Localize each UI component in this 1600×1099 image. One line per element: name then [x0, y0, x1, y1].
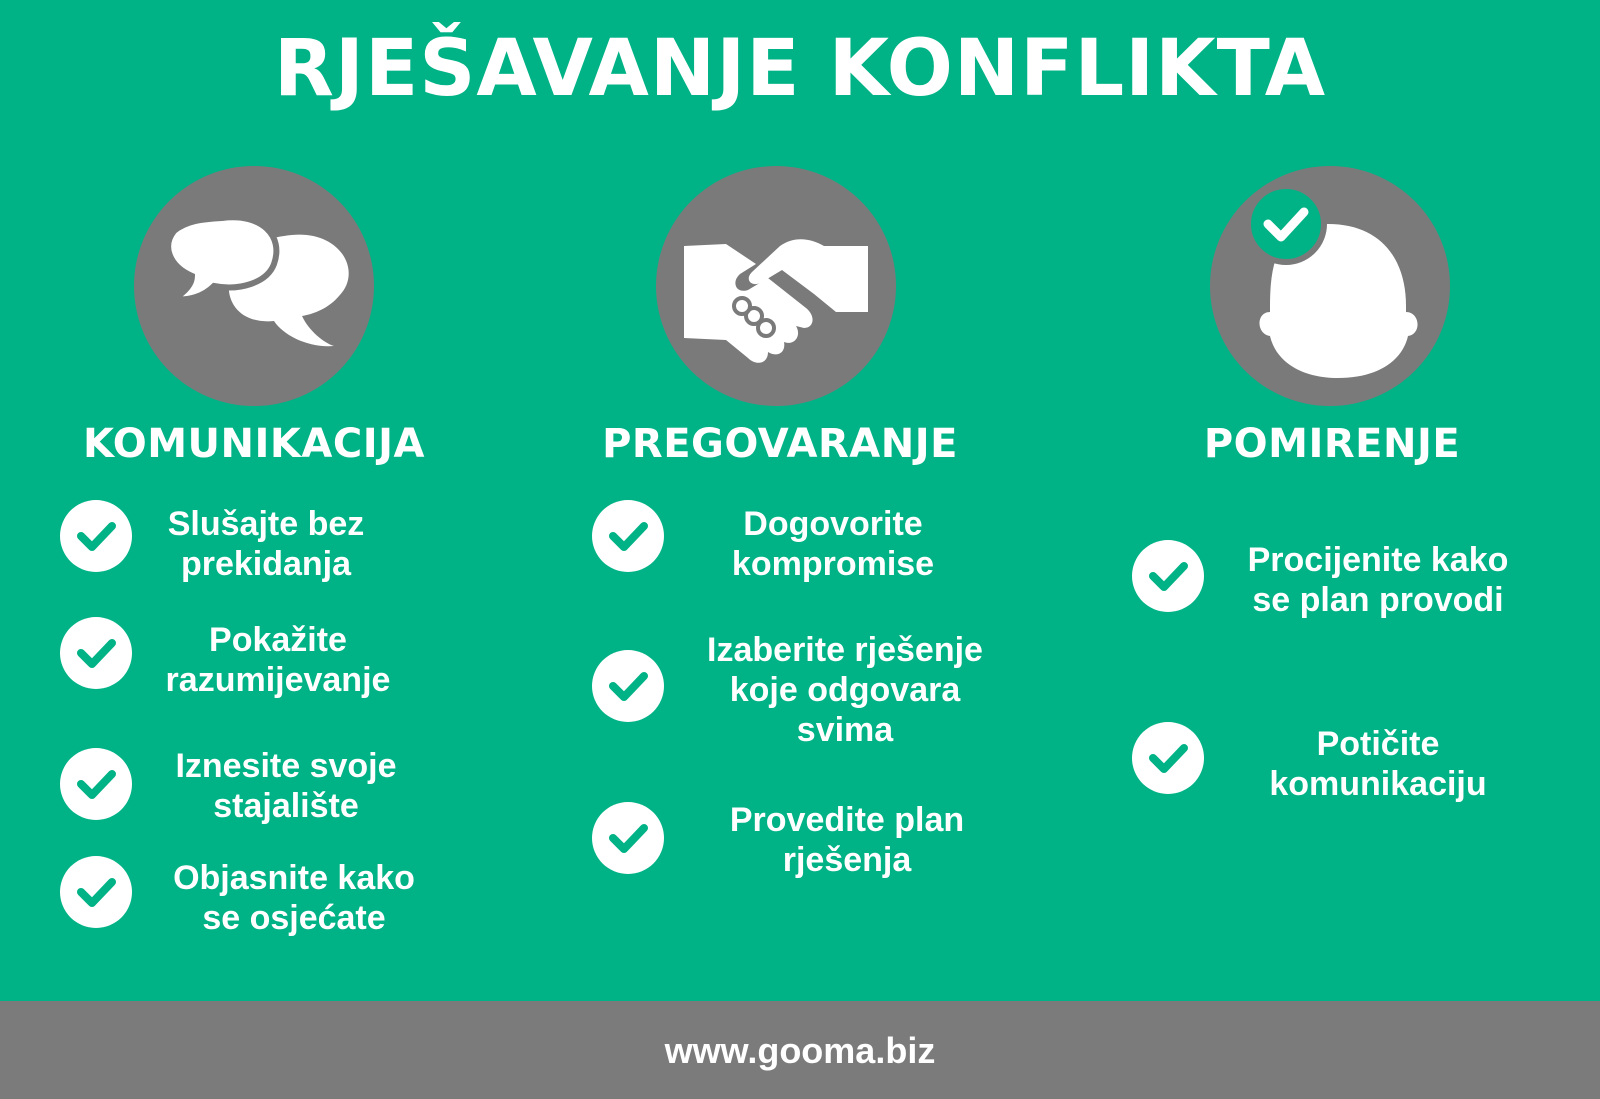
item-izaberite: Izaberite rješenje koje odgovara svima	[707, 631, 983, 749]
heading-pomirenje: POMIRENJE	[1203, 421, 1461, 467]
item-procijenite: Procijenite kako se plan provodi	[1247, 541, 1509, 619]
page-title: RJEŠAVANJE KONFLIKTA	[273, 24, 1327, 114]
footer-url[interactable]: www.gooma.biz	[664, 1030, 936, 1071]
item-objasnite: Objasnite kako se osjećate	[173, 859, 415, 937]
handshake-icon	[656, 166, 896, 406]
check-icon	[1132, 540, 1204, 612]
item-poticite: Potičite komunikaciju	[1269, 725, 1487, 803]
communication-icon-circle	[134, 166, 374, 406]
item-dogovorite: Dogovorite kompromise	[731, 505, 935, 583]
head-check-icon	[1210, 166, 1450, 406]
footer-bar	[0, 1001, 1600, 1099]
heading-komunikacija: KOMUNIKACIJA	[83, 421, 425, 467]
item-pokazite: Pokažite razumijevanje	[165, 621, 391, 699]
negotiation-icon-circle	[656, 166, 896, 406]
item-iznesite: Iznesite svoje stajalište	[175, 747, 397, 825]
check-icon	[592, 650, 664, 722]
item-provedite: Provedite plan rješenja	[729, 801, 965, 879]
item-slusajte: Slušajte bez prekidanja	[167, 505, 365, 583]
check-icon	[1132, 722, 1204, 794]
reconciliation-icon-circle	[1210, 166, 1450, 406]
check-icon	[592, 802, 664, 874]
speech-bubbles-icon	[134, 166, 374, 406]
heading-pregovaranje: PREGOVARANJE	[602, 421, 958, 467]
